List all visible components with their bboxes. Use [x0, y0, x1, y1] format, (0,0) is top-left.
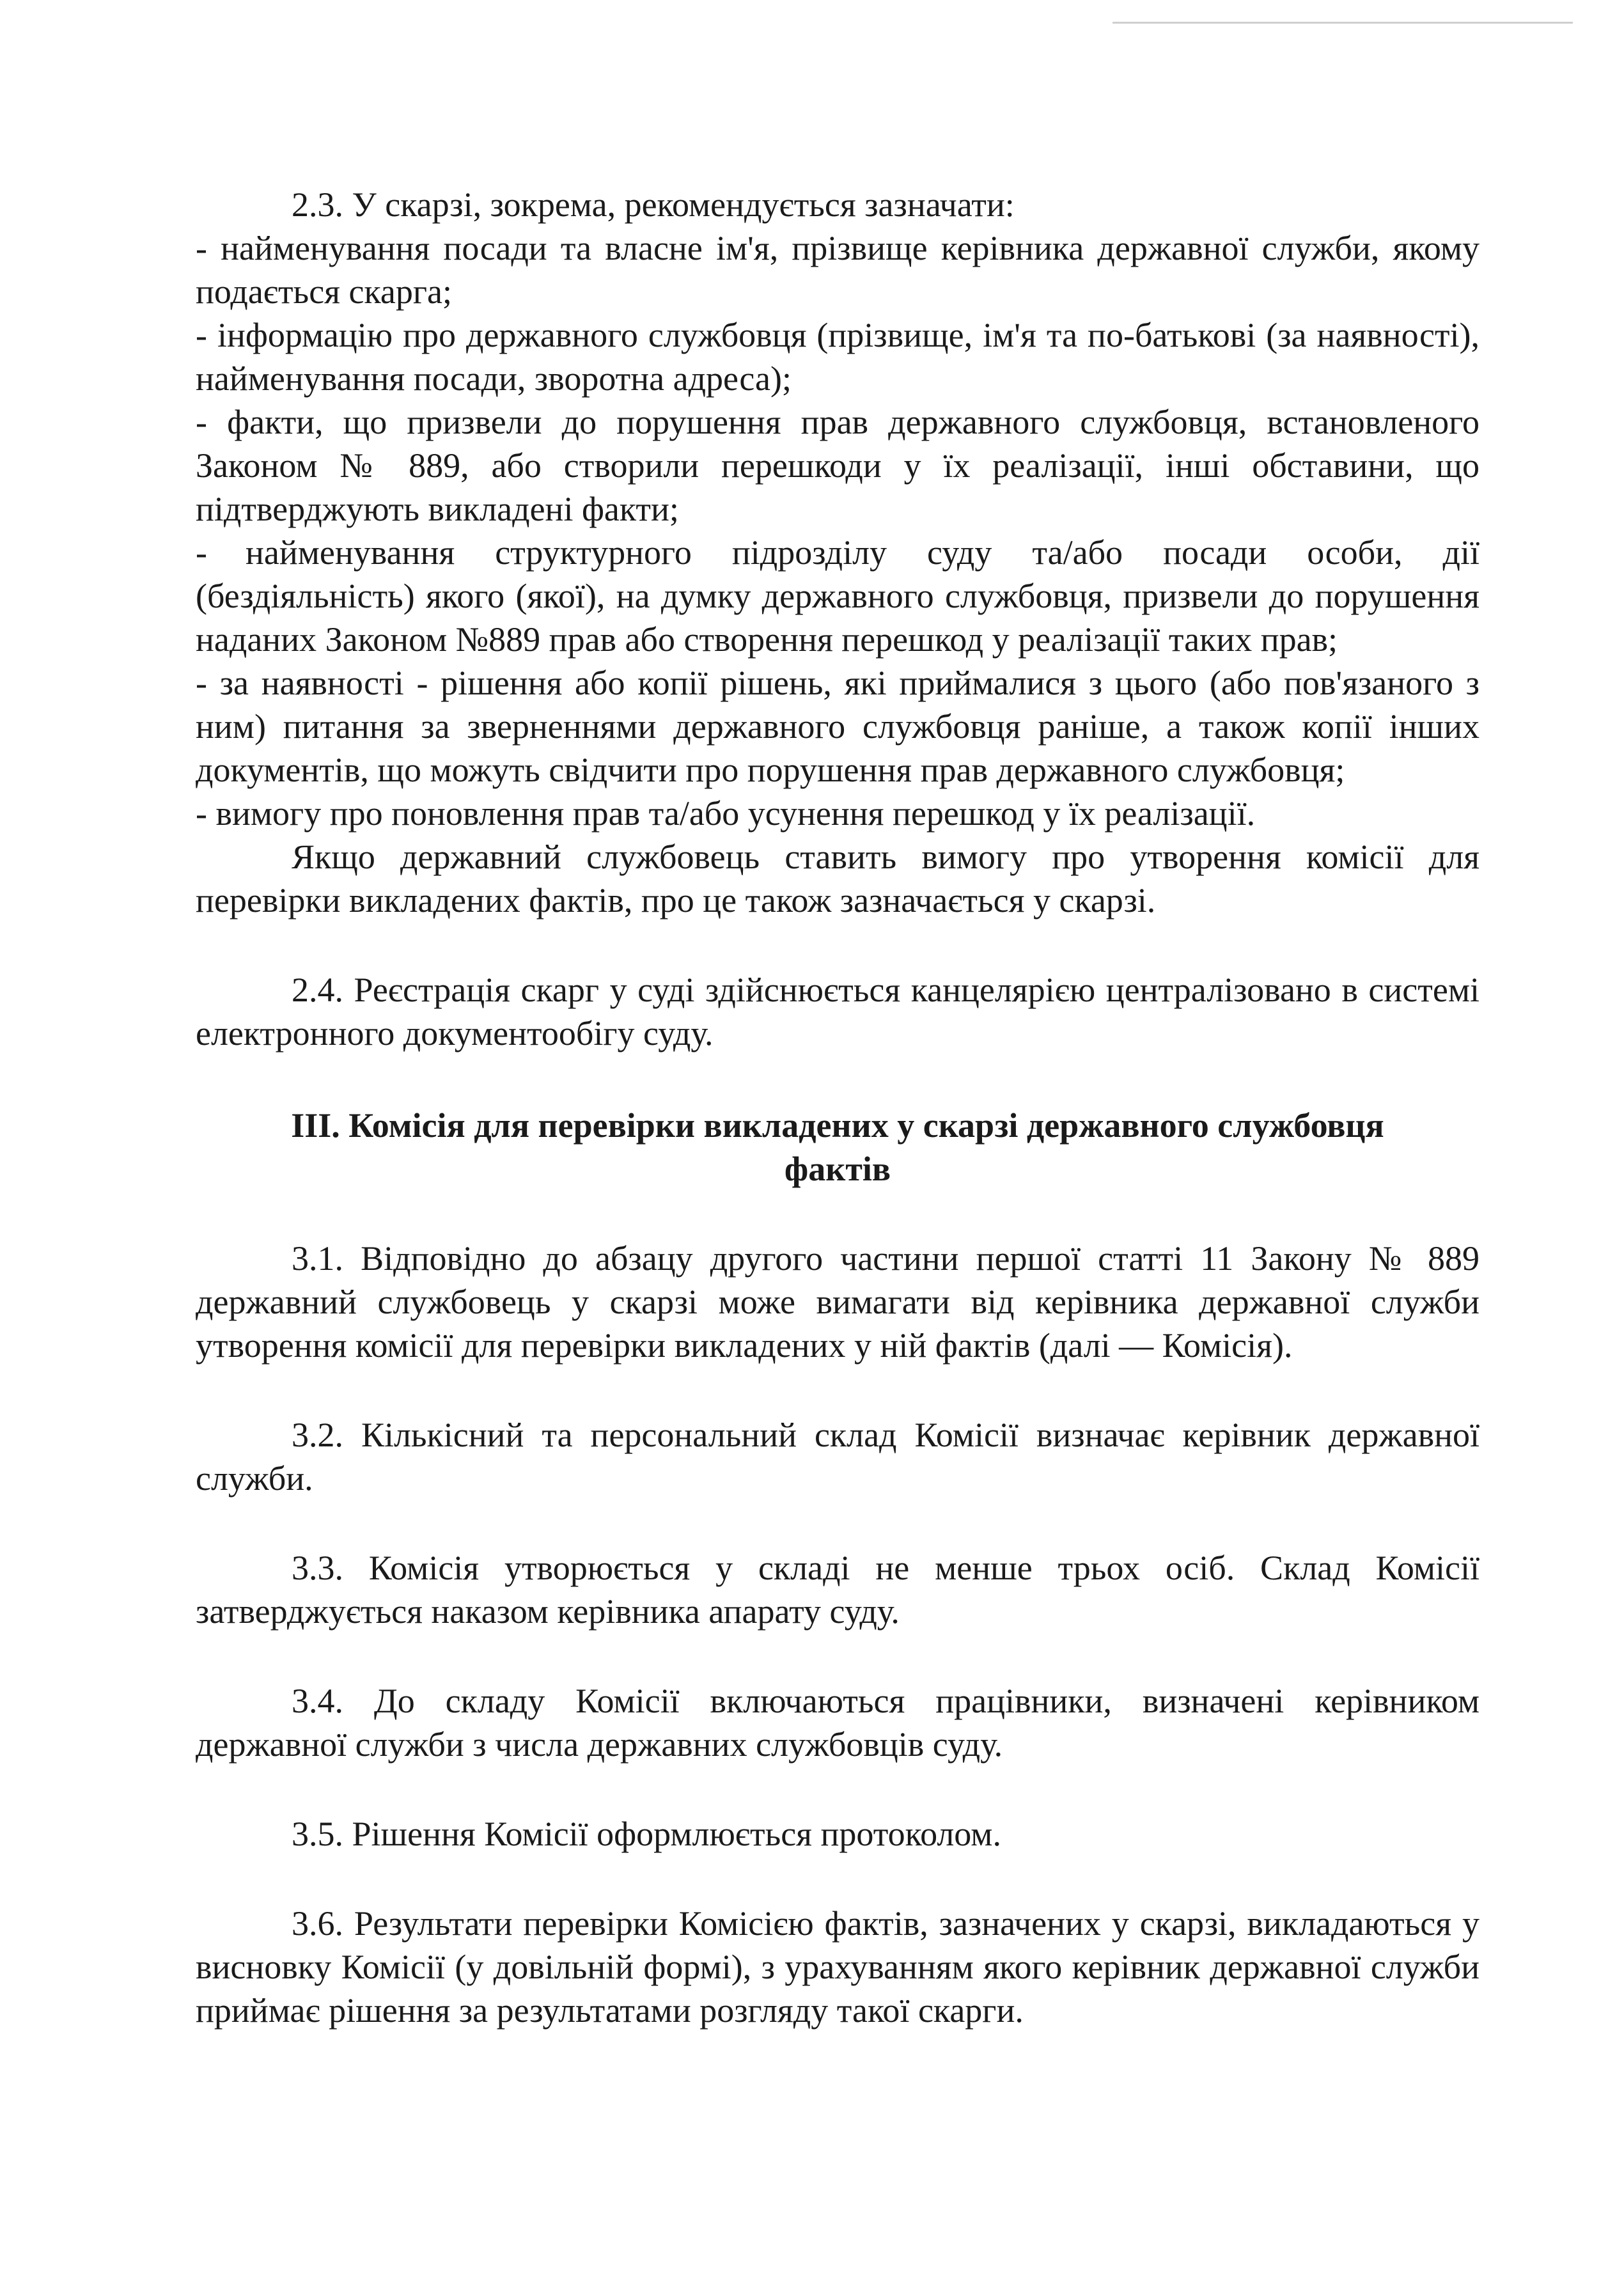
paragraph-3-4: 3.4. До складу Комісії включаються працівники, визначені керівником державної служби з числа державних службовців суду.: [196, 1682, 1480, 1764]
paragraph-3-3: 3.3. Комісія утворюється у складі не менше трьох осіб. Склад Комісії затверджується наказом керівника апарату суду.: [196, 1549, 1480, 1631]
list-item-5: - за наявності - рішення або копії рішень, які приймалися з цього (або пов'язаного з ним) питання за зверненнями державного службовця раніше, а також копії інших документів, що можуть свідчити про порушення прав державного службовця;: [196, 664, 1480, 789]
list-item-3: - факти, що призвели до порушення прав державного службовця, встановленого Законом № 889, або створили перешкоди у їх реалізації, інші обставини, що підтверджують викладені факти;: [196, 403, 1480, 528]
paragraph-2-3-intro: 2.3. У скарзі, зокрема, рекомендується зазначати:: [292, 185, 1015, 224]
list-item-6: - вимогу про поновлення прав та/або усунення перешкод у їх реалізації.: [196, 794, 1256, 833]
paragraph-3-5: 3.5. Рішення Комісії оформлюється протоколом.: [292, 1815, 1001, 1853]
scan-artifact-line: [1113, 22, 1573, 24]
paragraph-3-1: 3.1. Відповідно до абзацу другого частини першої статті 11 Закону № 889 державний службовець у скарзі може вимагати від керівника державної служби утворення комісії для перевірки викладених у ній фактів (далі — Комісія).: [196, 1239, 1480, 1365]
list-item-2: - інформацію про державного службовця (прізвище, ім'я та по-батькові (за наявності), найменування посади, зворотна адреса);: [196, 316, 1480, 398]
section-3-heading: ІІІ. Комісія для перевірки викладених у скарзі державного службовця фактів: [291, 1106, 1384, 1188]
list-item-4: [196, 531, 1480, 661]
list-item-1: - найменування посади та власне ім'я, прізвище керівника державної служби, якому подається скарга;: [196, 229, 1480, 311]
list-item-4-dash: -: [196, 533, 207, 572]
paragraph-2-3-closing: Якщо державний службовець ставить вимогу про утворення комісії для перевірки викладених фактів, про це також зазначається у скарзі.: [196, 838, 1480, 920]
paragraph-3-6: 3.6. Результати перевірки Комісією фактів, зазначених у скарзі, викладаються у висновку Комісії (у довільній формі), з урахуванням якого керівник державної служби приймає рішення за результатами розгляду такої скарги.: [196, 1904, 1480, 2030]
paragraph-2-4: 2.4. Реєстрація скарг у суді здійснюється канцелярією централізовано в системі електронного документообігу суду.: [196, 971, 1480, 1053]
list-item-4-text: найменування структурного підрозділу суду та/або посади особи, дії (бездіяльність) якого (якої), на думку державного службовця, призвели до порушення наданих Законом №889 прав або створення перешкод у реалізації таких прав;: [196, 533, 1480, 659]
paragraph-3-2: 3.2. Кількісний та персональний склад Комісії визначає керівник державної служби.: [196, 1416, 1480, 1498]
document-body: [196, 183, 1480, 2032]
